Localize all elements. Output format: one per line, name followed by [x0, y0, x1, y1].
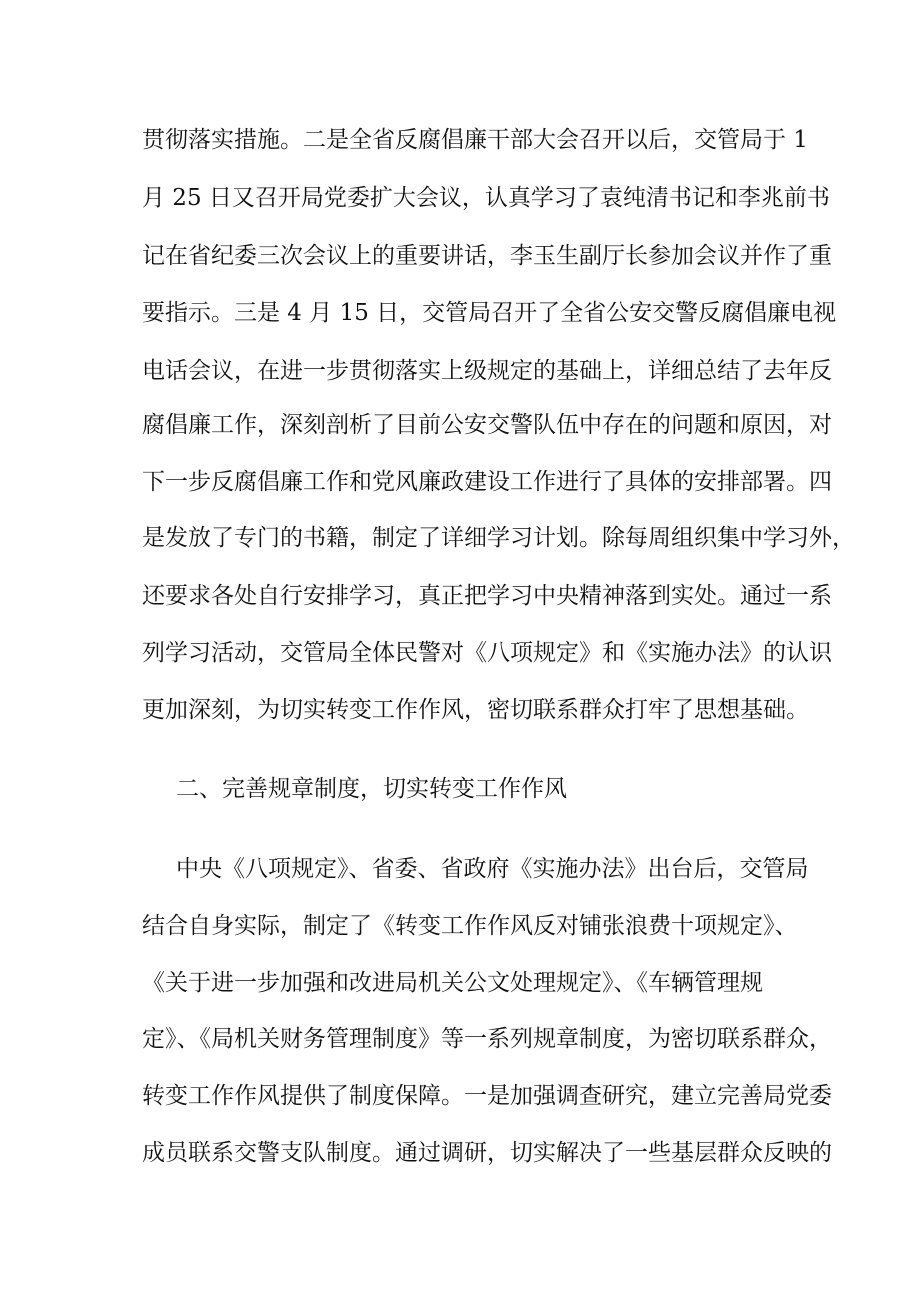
paragraph-2-line-6: 成员联系交警支队制度。通过调研，切实解决了一些基层群众反映的: [142, 1140, 832, 1166]
paragraph-1-line-5: 电话会议，在进一步贯彻落实上级规定的基础上，详细总结了去年反: [142, 358, 832, 384]
paragraph-1-line-6: 腐倡廉工作，深刻剖析了目前公安交警队伍中存在的问题和原因，对: [142, 412, 832, 438]
section-heading: 二、完善规章制度，切实转变工作作风: [176, 776, 567, 802]
paragraph-1-line-4: 要指示。三是 4 月 15 日，交管局召开了全省公安交警反腐倡廉电视: [142, 300, 837, 326]
paragraph-1-line-2: 月 25 日又召开局党委扩大会议，认真学习了袁纯清书记和李兆前书: [142, 185, 830, 211]
paragraph-2-line-2: 结合自身实际，制定了《转变工作作风反对铺张浪费十项规定》、: [142, 913, 798, 939]
paragraph-1-line-7: 下一步反腐倡廉工作和党风廉政建设工作进行了具体的安排部署。四: [142, 469, 832, 495]
paragraph-1-line-1: 贯彻落实措施。二是全省反腐倡廉干部大会召开以后，交管局于 1: [142, 127, 808, 153]
paragraph-1-line-11: 更加深刻，为切实转变工作作风，密切联系群众打牢了思想基础。: [142, 697, 809, 723]
paragraph-2-line-4: 定》、《局机关财务管理制度》等一系列规章制度，为密切联系群众，: [142, 1026, 832, 1052]
paragraph-1-line-3: 记在省纪委三次会议上的重要讲话，李玉生副厅长参加会议并作了重: [142, 243, 832, 269]
paragraph-2-line-1: 中央《八项规定》、省委、省政府《实施办法》出台后，交管局: [176, 856, 809, 882]
paragraph-1-line-9: 还要求各处自行安排学习，真正把学习中央精神落到实处。通过一系: [142, 583, 832, 609]
paragraph-2-line-3: 《关于进一步加强和改进局机关公文处理规定》、《车辆管理规: [142, 970, 763, 996]
paragraph-1-line-8: 是发放了专门的书籍，制定了详细学习计划。除每周组织集中学习外，: [142, 525, 855, 551]
paragraph-1-line-10: 列学习活动，交管局全体民警对《八项规定》和《实施办法》的认识: [142, 640, 832, 666]
paragraph-2-line-5: 转变工作作风提供了制度保障。一是加强调查研究，建立完善局党委: [142, 1083, 832, 1109]
